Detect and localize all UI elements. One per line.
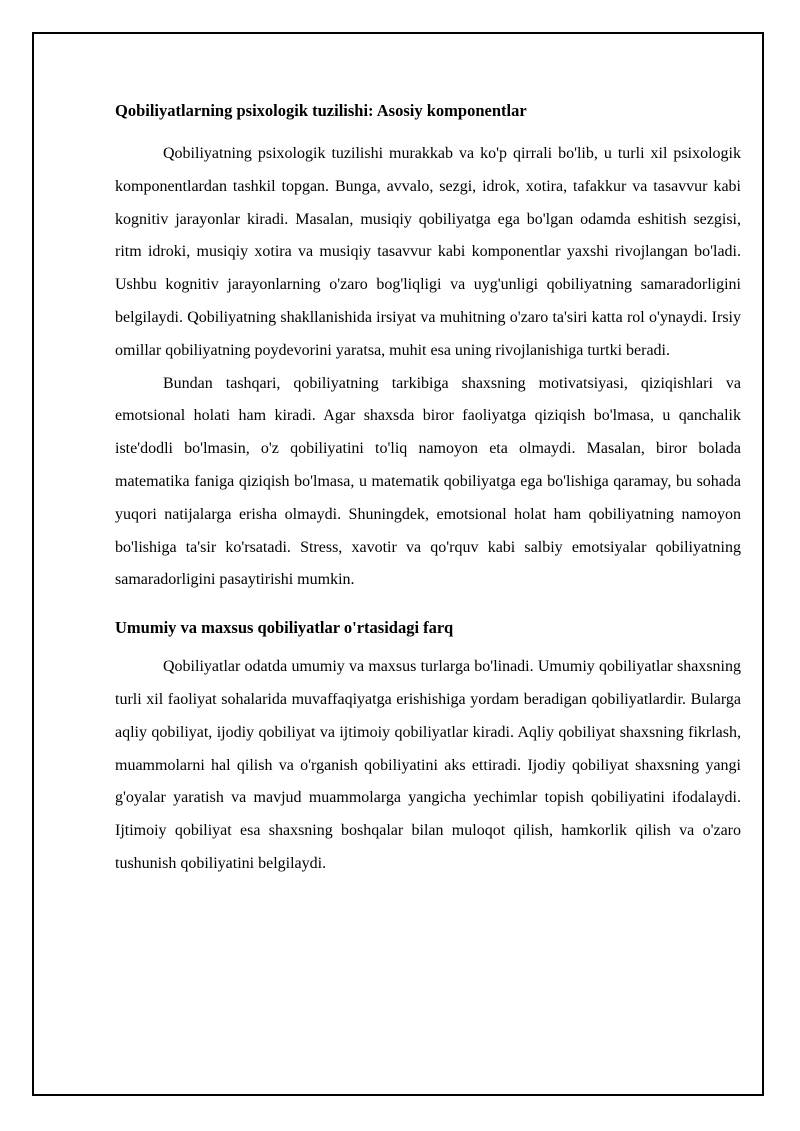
paragraph-psychological-structure: Qobiliyatning psixologik tuzilishi murakkab va ko'p qirrali bo'lib, u turli xil psixologik komponentlardan tashkil topgan. Bunga, avvalo, sezgi, idrok, xotira, tafakkur va tasavvur kabi kognitiv jarayonlar kiradi. Masalan, musiqiy qobiliyatga ega bo'lgan odamda eshitish sezgisi, ritm idroki, musiqiy xotira va musiqiy tasavvur kabi komponentlar yaxshi rivojlangan bo'ladi. Ushbu kognitiv jarayonlarning o'zaro bog'liqligi va uyg'unligi qobiliyatning samaradorligini belgilaydi. Qobiliyatning shakllanishida irsiyat va muhitning o'zaro ta'siri katta rol o'ynaydi. Irsiy omillar qobiliyatning poydevorini yaratsa, muhit esa uning rivojlanishiga turtki beradi. [115,145,741,359]
section-heading-components: Qobiliyatlarning psixologik tuzilishi: Asosiy komponentlar [115,101,527,120]
paragraph-motivation: Bundan tashqari, qobiliyatning tarkibiga shaxsning motivatsiyasi, qiziqishlari va emotsional holati ham kiradi. Agar shaxsda biror faoliyatga qiziqish bo'lmasa, u qanchalik iste'dodli bo'lmasin, o'z qobiliyatini to'liq namoyon eta olmaydi. Masalan, biror bolada matematika faniga qiziqish bo'lmasa, u matematik qobiliyatga ega bo'lishiga qaramay, bu sohada yuqori natijalarga erisha olmaydi. Shuningdek, emotsional holat ham qobiliyatning namoyon bo'lishiga ta'sir ko'rsatadi. Stress, xavotir va qo'rquv kabi salbiy emotsiyalar qobiliyatning samaradorligini pasaytirishi mumkin. [115,374,741,589]
document-body [115,96,741,881]
paragraph-general-abilities: Qobiliyatlar odatda umumiy va maxsus turlarga bo'linadi. Umumiy qobiliyatlar shaxsning turli xil faoliyat sohalarida muvaffaqiyatga erishishiga yordam beradigan qobiliyatlardir. Bularga aqliy qobiliyat, ijodiy qobiliyat va ijtimoiy qobiliyatlar kiradi. Aqliy qobiliyat shaxsning fikrlash, muammolarni hal qilish va o'rganish qobiliyatini aks ettiradi. Ijodiy qobiliyat shaxsning yangi g'oyalar yaratish va mavjud muammolarga yangicha yechimlar topish qobiliyatini ifodalaydi. Ijtimoiy qobiliyat esa shaxsning boshqalar bilan muloqot qilish, hamkorlik qilish va o'zaro tushunish qobiliyatini belgilaydi. [115,658,741,872]
section-heading-general-vs-special: Umumiy va maxsus qobiliyatlar o'rtasidagi farq [115,618,454,638]
